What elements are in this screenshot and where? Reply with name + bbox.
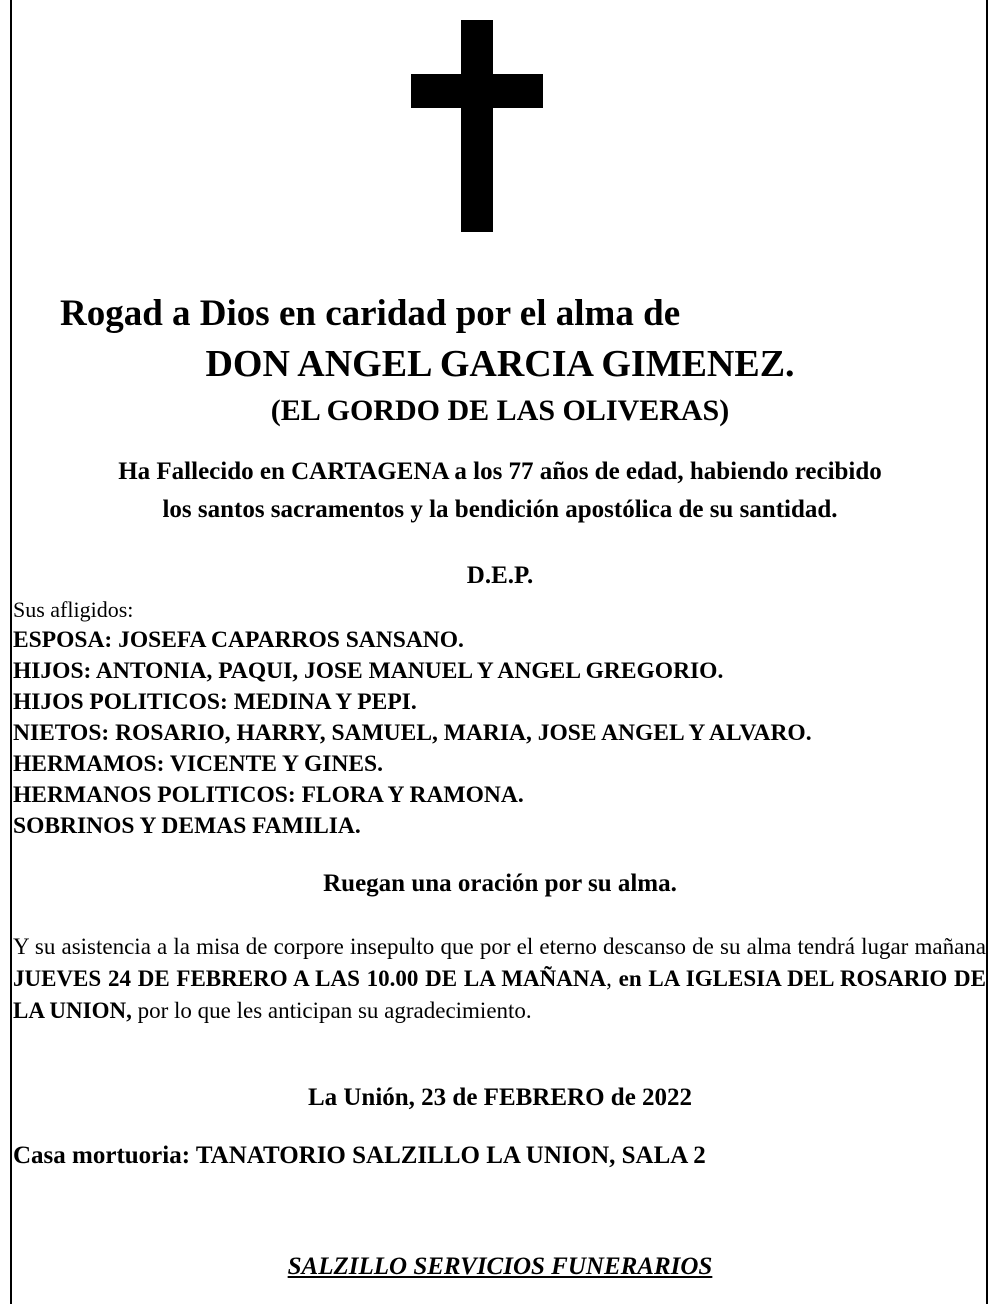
mass-church: en LA IGLESIA DEL ROSARIO DE LA UNION, (13, 966, 987, 1023)
mourner-line: ESPOSA: JOSEFA CAPARROS SANSANO. (13, 627, 464, 653)
deceased-name: DON ANGEL GARCIA GIMENEZ. (205, 343, 795, 385)
funeral-home: Casa mortuoria: TANATORIO SALZILLO LA UNION, SALA 2 (13, 1142, 706, 1169)
mourner-line: NIETOS: ROSARIO, HARRY, SAMUEL, MARIA, JOSE ANGEL Y ALVARO. (13, 720, 812, 746)
place-date: La Unión, 23 de FEBRERO de 2022 (307, 1084, 693, 1111)
circumstances-line: Ha Fallecido en CARTAGENA a los 77 años de edad, habiendo recibido (118, 458, 882, 485)
dep-label: D.E.P. (466, 562, 534, 589)
circumstances-line: los santos sacramentos y la bendición apostólica de su santidad. (162, 496, 838, 523)
mass-datetime: JUEVES 24 DE FEBRERO A LAS 10.00 DE LA MAÑANA (13, 966, 607, 991)
mourners-intro: Sus afligidos: (13, 597, 134, 622)
mass-text: por lo que les anticipan su agradecimiento. (131, 998, 532, 1023)
mass-paragraph (13, 931, 986, 1027)
mourner-line: HERMAMOS: VICENTE Y GINES. (13, 751, 383, 777)
invocation-line: Rogad a Dios en caridad por el alma de (60, 293, 681, 334)
mourner-line: HIJOS: ANTONIA, PAQUI, JOSE MANUEL Y ANGEL GREGORIO. (13, 658, 724, 684)
mass-text: , (606, 966, 619, 991)
mourners-list (13, 594, 812, 842)
mourner-line: HIJOS POLITICOS: MEDINA Y PEPI. (13, 689, 417, 715)
mass-text: Y su asistencia a la misa de corpore insepulto que por el eterno descanso de su alma tendrá lugar mañana (13, 934, 986, 959)
deceased-nickname: (EL GORDO DE LAS OLIVERAS) (270, 394, 730, 427)
mourner-line: SOBRINOS Y DEMAS FAMILIA. (13, 813, 361, 839)
latin-cross-icon (0, 0, 1000, 240)
mourner-line: HERMANOS POLITICOS: FLORA Y RAMONA. (13, 782, 524, 808)
funeral-services-signature: SALZILLO SERVICIOS FUNERARIOS (287, 1253, 713, 1280)
prayer-request: Ruegan una oración por su alma. (323, 870, 677, 897)
